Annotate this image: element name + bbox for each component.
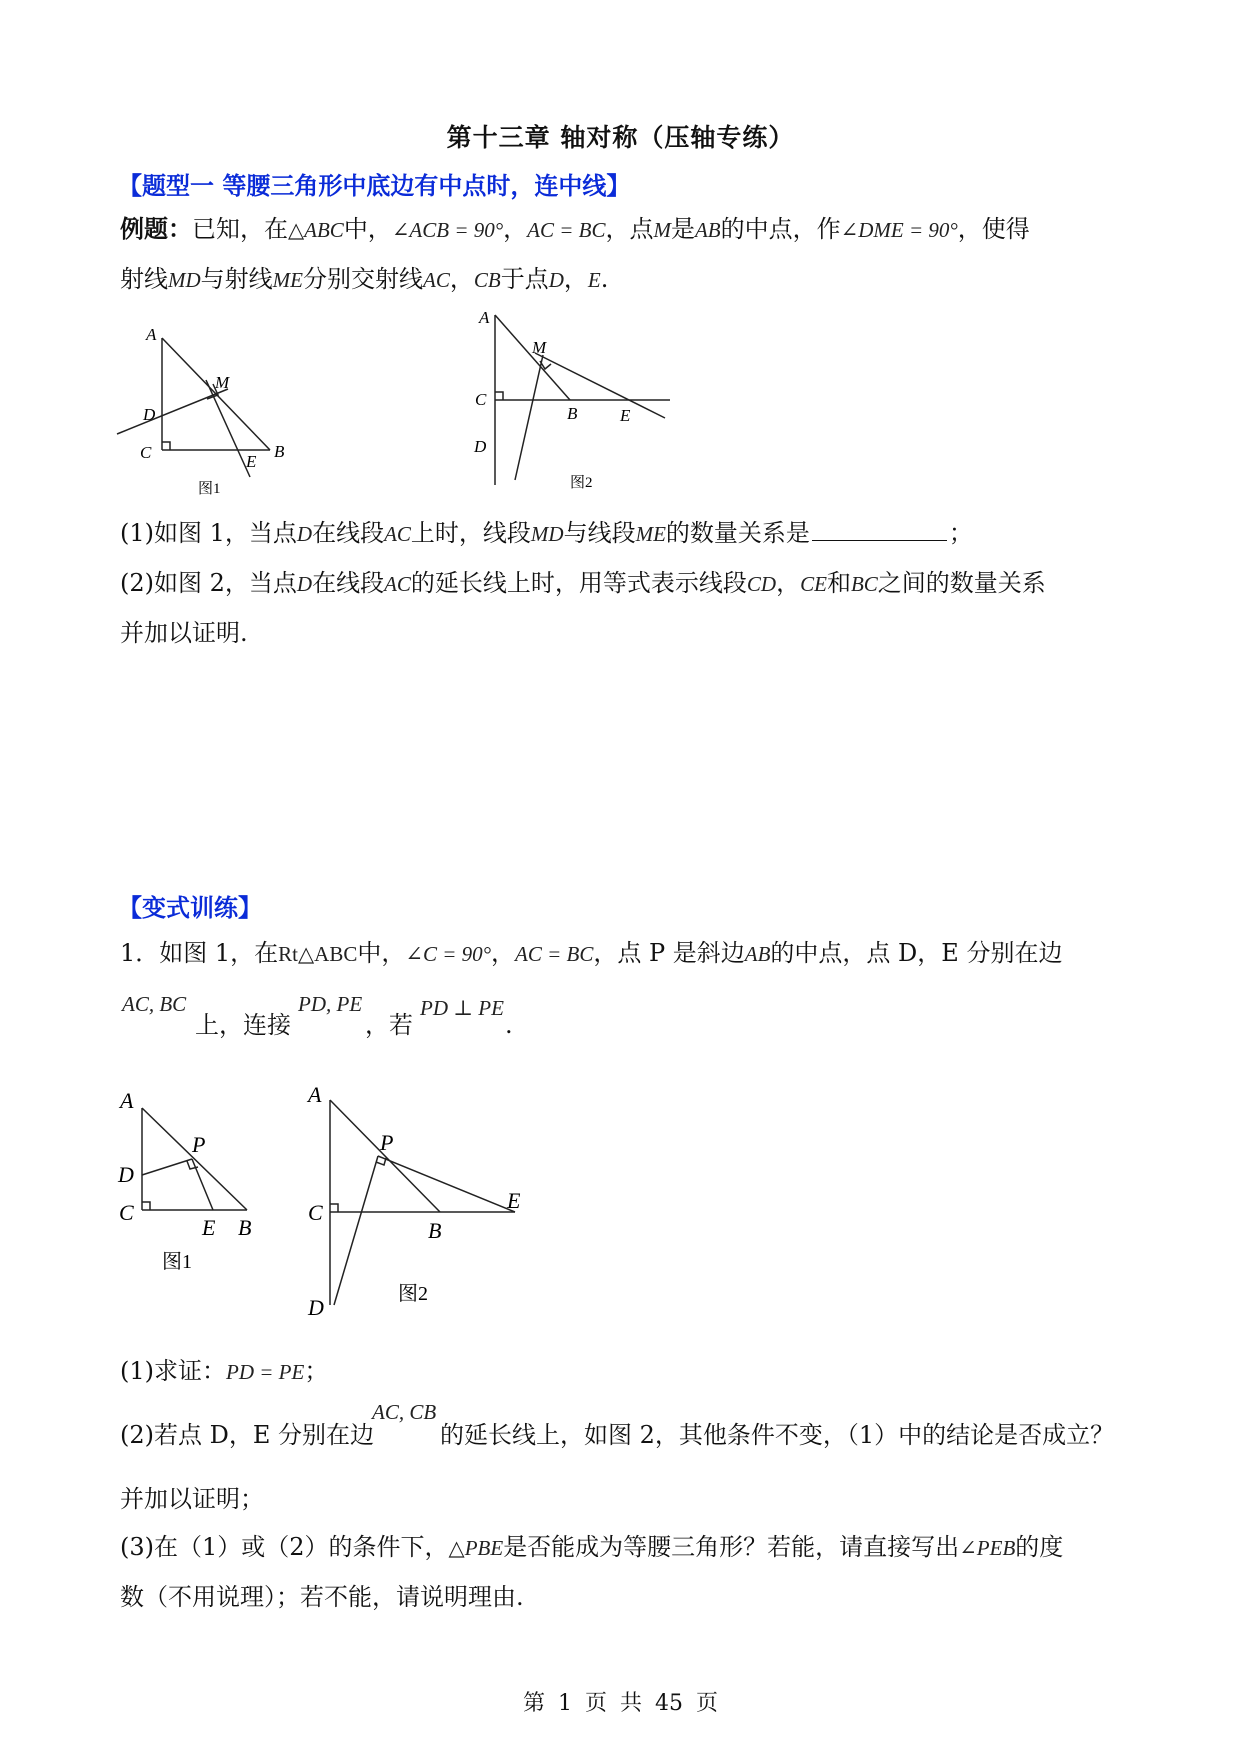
text: . (600, 265, 609, 293)
label-b: B (274, 442, 285, 461)
math: BC (850, 572, 878, 596)
label-d: D (118, 1162, 134, 1187)
label-c: C (475, 390, 487, 409)
text: 与线段 (563, 519, 636, 547)
text: 中， (343, 215, 392, 243)
label-a: A (479, 308, 490, 327)
label-e: E (507, 1188, 521, 1213)
label-p: P (380, 1130, 394, 1155)
math: CB (473, 268, 501, 292)
text: 与射线 (200, 265, 273, 293)
text: 已知，在 (192, 215, 288, 243)
math: ME (635, 522, 666, 546)
text: (1)如图 1，当点 (120, 519, 297, 547)
text: 分别交射线 (303, 265, 423, 293)
math: MD (168, 268, 201, 292)
math: AB (744, 942, 771, 966)
math: AB (694, 218, 721, 242)
problem-question-1 (120, 1356, 328, 1387)
question-1 (120, 518, 973, 549)
label-b: B (428, 1218, 442, 1243)
figure-caption: 图1 (198, 481, 221, 497)
math: M (653, 218, 671, 242)
text: 的延长线上，如图 2，其他条件不变，（1）中的结论是否成立？ (440, 1421, 1115, 1449)
text: ， (503, 215, 528, 243)
text: ； (304, 1357, 329, 1385)
text: 的数量关系是 (665, 519, 810, 547)
math: D (296, 572, 313, 596)
text: 于点 (500, 265, 549, 293)
text: (1)求证： (120, 1357, 226, 1385)
text: (2)如图 2，当点 (120, 569, 297, 597)
math: PD ⊥ PE (420, 996, 504, 1020)
text: (2)若点 D，E 分别在边 (120, 1421, 375, 1449)
math: AC = BC (527, 218, 606, 242)
label-c: C (308, 1200, 323, 1225)
math: AC (423, 268, 450, 292)
label-m: M (532, 338, 547, 357)
text: 1．如图 1，在 (120, 939, 279, 967)
label-a: A (146, 325, 157, 344)
math: PD = PE (226, 1360, 305, 1384)
example-line-2 (120, 264, 608, 295)
math: ME (272, 268, 303, 292)
math: △ABC (288, 218, 344, 242)
label-p: P (192, 1132, 206, 1157)
text: 在线段 (312, 519, 385, 547)
question-2 (120, 568, 1046, 599)
label-b: B (238, 1215, 252, 1240)
example-line-1 (120, 214, 1030, 245)
text: ，若 (365, 1011, 413, 1039)
text: 的度 (1015, 1533, 1064, 1561)
example-figure-1 (110, 320, 310, 500)
math: Rt△ABC (278, 942, 358, 966)
text: 射线 (120, 265, 168, 293)
math: E (587, 268, 601, 292)
math: ∠PEB (959, 1536, 1016, 1560)
math: AC, BC (122, 992, 187, 1016)
figure-caption: 图2 (398, 1283, 428, 1305)
math: AC = BC (515, 942, 594, 966)
text: 中， (357, 939, 406, 967)
math: AC (384, 572, 411, 596)
answer-blank[interactable] (812, 520, 947, 541)
figure-caption: 图2 (570, 475, 593, 491)
text: 是 (670, 215, 695, 243)
text: 的延长线上时，用等式表示线段 (410, 569, 747, 597)
label-a: A (308, 1082, 322, 1107)
math: CD (746, 572, 777, 596)
math: PD, PE (298, 992, 363, 1016)
page-title: 第十三章 轴对称（压轴专练） (446, 123, 795, 152)
text: 在线段 (312, 569, 385, 597)
math: ∠C = 90° (405, 942, 492, 966)
label-e: E (202, 1215, 216, 1240)
math: AC (384, 522, 411, 546)
text: 上，连接 (195, 1011, 291, 1039)
problem-figure-1 (110, 1090, 270, 1280)
text: ，点 (605, 215, 654, 243)
text: ， (776, 569, 801, 597)
problem-figure-2 (300, 1080, 550, 1320)
label-e: E (620, 406, 631, 425)
label-d: D (474, 437, 487, 456)
label-a: A (120, 1090, 134, 1113)
math: AC, CB (372, 1400, 437, 1424)
text: ，点 P 是斜边 (593, 939, 745, 967)
label-d: D (308, 1295, 324, 1320)
label-m: M (215, 373, 230, 392)
page-footer: 第 1 页 共 45 页 (523, 1691, 718, 1716)
math: CE (800, 572, 827, 596)
figure-caption: 图1 (162, 1251, 192, 1273)
label-d: D (143, 405, 156, 424)
math: ∠ACB = 90° (391, 218, 504, 242)
label-c: C (140, 443, 152, 462)
text: ； (948, 519, 973, 547)
text: . (505, 1011, 513, 1039)
math: MD (530, 522, 564, 546)
text: ，使得 (957, 215, 1030, 243)
example-figure-2 (465, 305, 695, 505)
math: ∠DME = 90° (840, 218, 958, 242)
question-2-line-2: 并加以证明. (120, 619, 248, 647)
text: 和 (826, 569, 851, 597)
problem-question-3 (120, 1532, 1063, 1563)
example-label: 例题： (120, 215, 192, 243)
text: ， (563, 265, 588, 293)
text: ， (491, 939, 516, 967)
problem-question-2-line-2: 并加以证明； (120, 1485, 264, 1513)
math: D (548, 268, 564, 292)
section-heading-1: 【题型一 等腰三角形中底边有中点时，连中线】 (118, 172, 631, 200)
text: ， (449, 265, 474, 293)
problem-question-3-line-2: 数（不用说理）；若不能，请说明理由. (120, 1583, 524, 1611)
text: 是否能成为等腰三角形？若能，请直接写出 (503, 1533, 960, 1561)
problem-1-line-1 (120, 938, 1062, 969)
math: △PBE (448, 1536, 504, 1560)
text: (3)在（1）或（2）的条件下， (120, 1533, 449, 1561)
label-b: B (567, 404, 578, 423)
text: 之间的数量关系 (877, 569, 1046, 597)
math: D (296, 522, 313, 546)
label-e: E (246, 452, 257, 471)
text: 的中点，点 D，E 分别在边 (770, 939, 1063, 967)
text: 上时，线段 (410, 519, 531, 547)
text: 的中点，作 (720, 215, 841, 243)
label-c: C (119, 1200, 134, 1225)
section-heading-2: 【变式训练】 (118, 894, 262, 922)
